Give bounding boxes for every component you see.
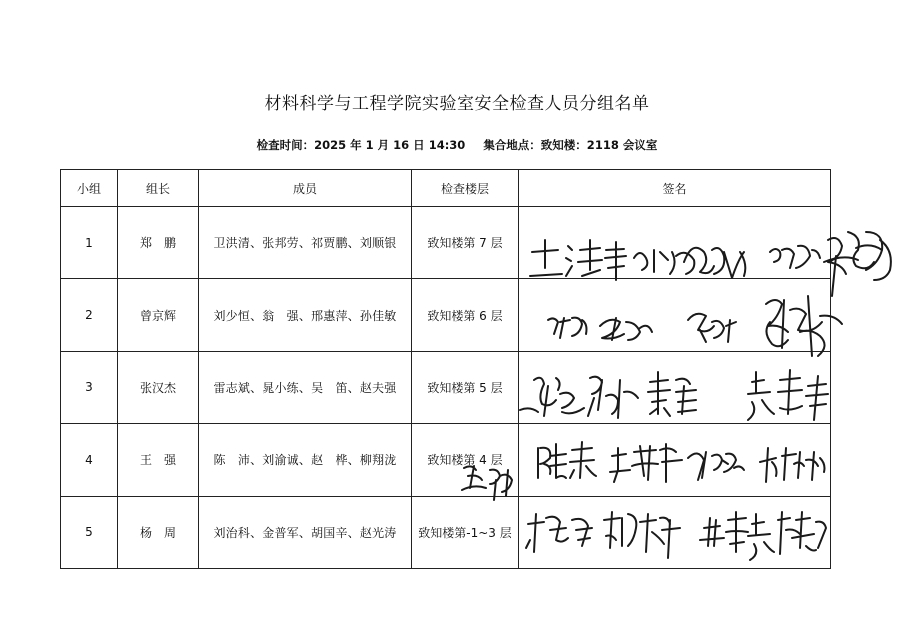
- signature-cell: [519, 496, 831, 568]
- table-row: [61, 424, 831, 496]
- meeting-place: 集合地点：致知楼：2118 会议室: [483, 138, 658, 152]
- header-floor: 检查楼层: [412, 170, 519, 207]
- inspection-floor: 致知楼第 5 层: [412, 351, 519, 423]
- inspection-floor: 致知楼第-1~3 层: [412, 496, 519, 568]
- group-leader: 曾京辉: [118, 279, 199, 351]
- inspection-floor: 致知楼第 7 层: [412, 207, 519, 279]
- group-members: 卫洪清、张邦劳、祁贾鹏、刘顺银: [199, 207, 412, 279]
- inspection-time: 检查时间：2025 年 1 月 16 日 14:30: [256, 138, 466, 152]
- header-group: 小组: [61, 170, 118, 207]
- header-signature: 签名: [519, 170, 831, 207]
- group-leader: 王 强: [118, 424, 199, 496]
- group-members: 雷志斌、晁小练、吴 笛、赵夫强: [199, 351, 412, 423]
- header-leader: 组长: [118, 170, 199, 207]
- header-members: 成员: [199, 170, 412, 207]
- signature-cell: [519, 207, 831, 279]
- group-leader: 张汉杰: [118, 351, 199, 423]
- group-leader: 杨 周: [118, 496, 199, 568]
- group-members: 陈 沛、刘渝诚、赵 桦、柳翔泷: [199, 424, 412, 496]
- group-number: 1: [61, 207, 118, 279]
- inspection-floor: 致知楼第 4 层: [412, 424, 519, 496]
- group-table: [60, 169, 831, 569]
- group-number: 2: [61, 279, 118, 351]
- table-row: [61, 351, 831, 423]
- signature-cell: [519, 424, 831, 496]
- signature-cell: [519, 279, 831, 351]
- group-members: 刘治科、金普军、胡国辛、赵光涛: [199, 496, 412, 568]
- document-subtitle: [0, 137, 914, 153]
- group-number: 5: [61, 496, 118, 568]
- group-number: 4: [61, 424, 118, 496]
- group-leader: 郑 鹏: [118, 207, 199, 279]
- table-row: [61, 207, 831, 279]
- group-number: 3: [61, 351, 118, 423]
- group-members: 刘少恒、翁 强、邢惠萍、孙佳敏: [199, 279, 412, 351]
- inspection-floor: 致知楼第 6 层: [412, 279, 519, 351]
- table-row: [61, 279, 831, 351]
- table-header-row: [61, 170, 831, 207]
- table-row: [61, 496, 831, 568]
- document-title: 材料科学与工程学院实验室安全检查人员分组名单: [264, 94, 650, 114]
- signature-cell: [519, 351, 831, 423]
